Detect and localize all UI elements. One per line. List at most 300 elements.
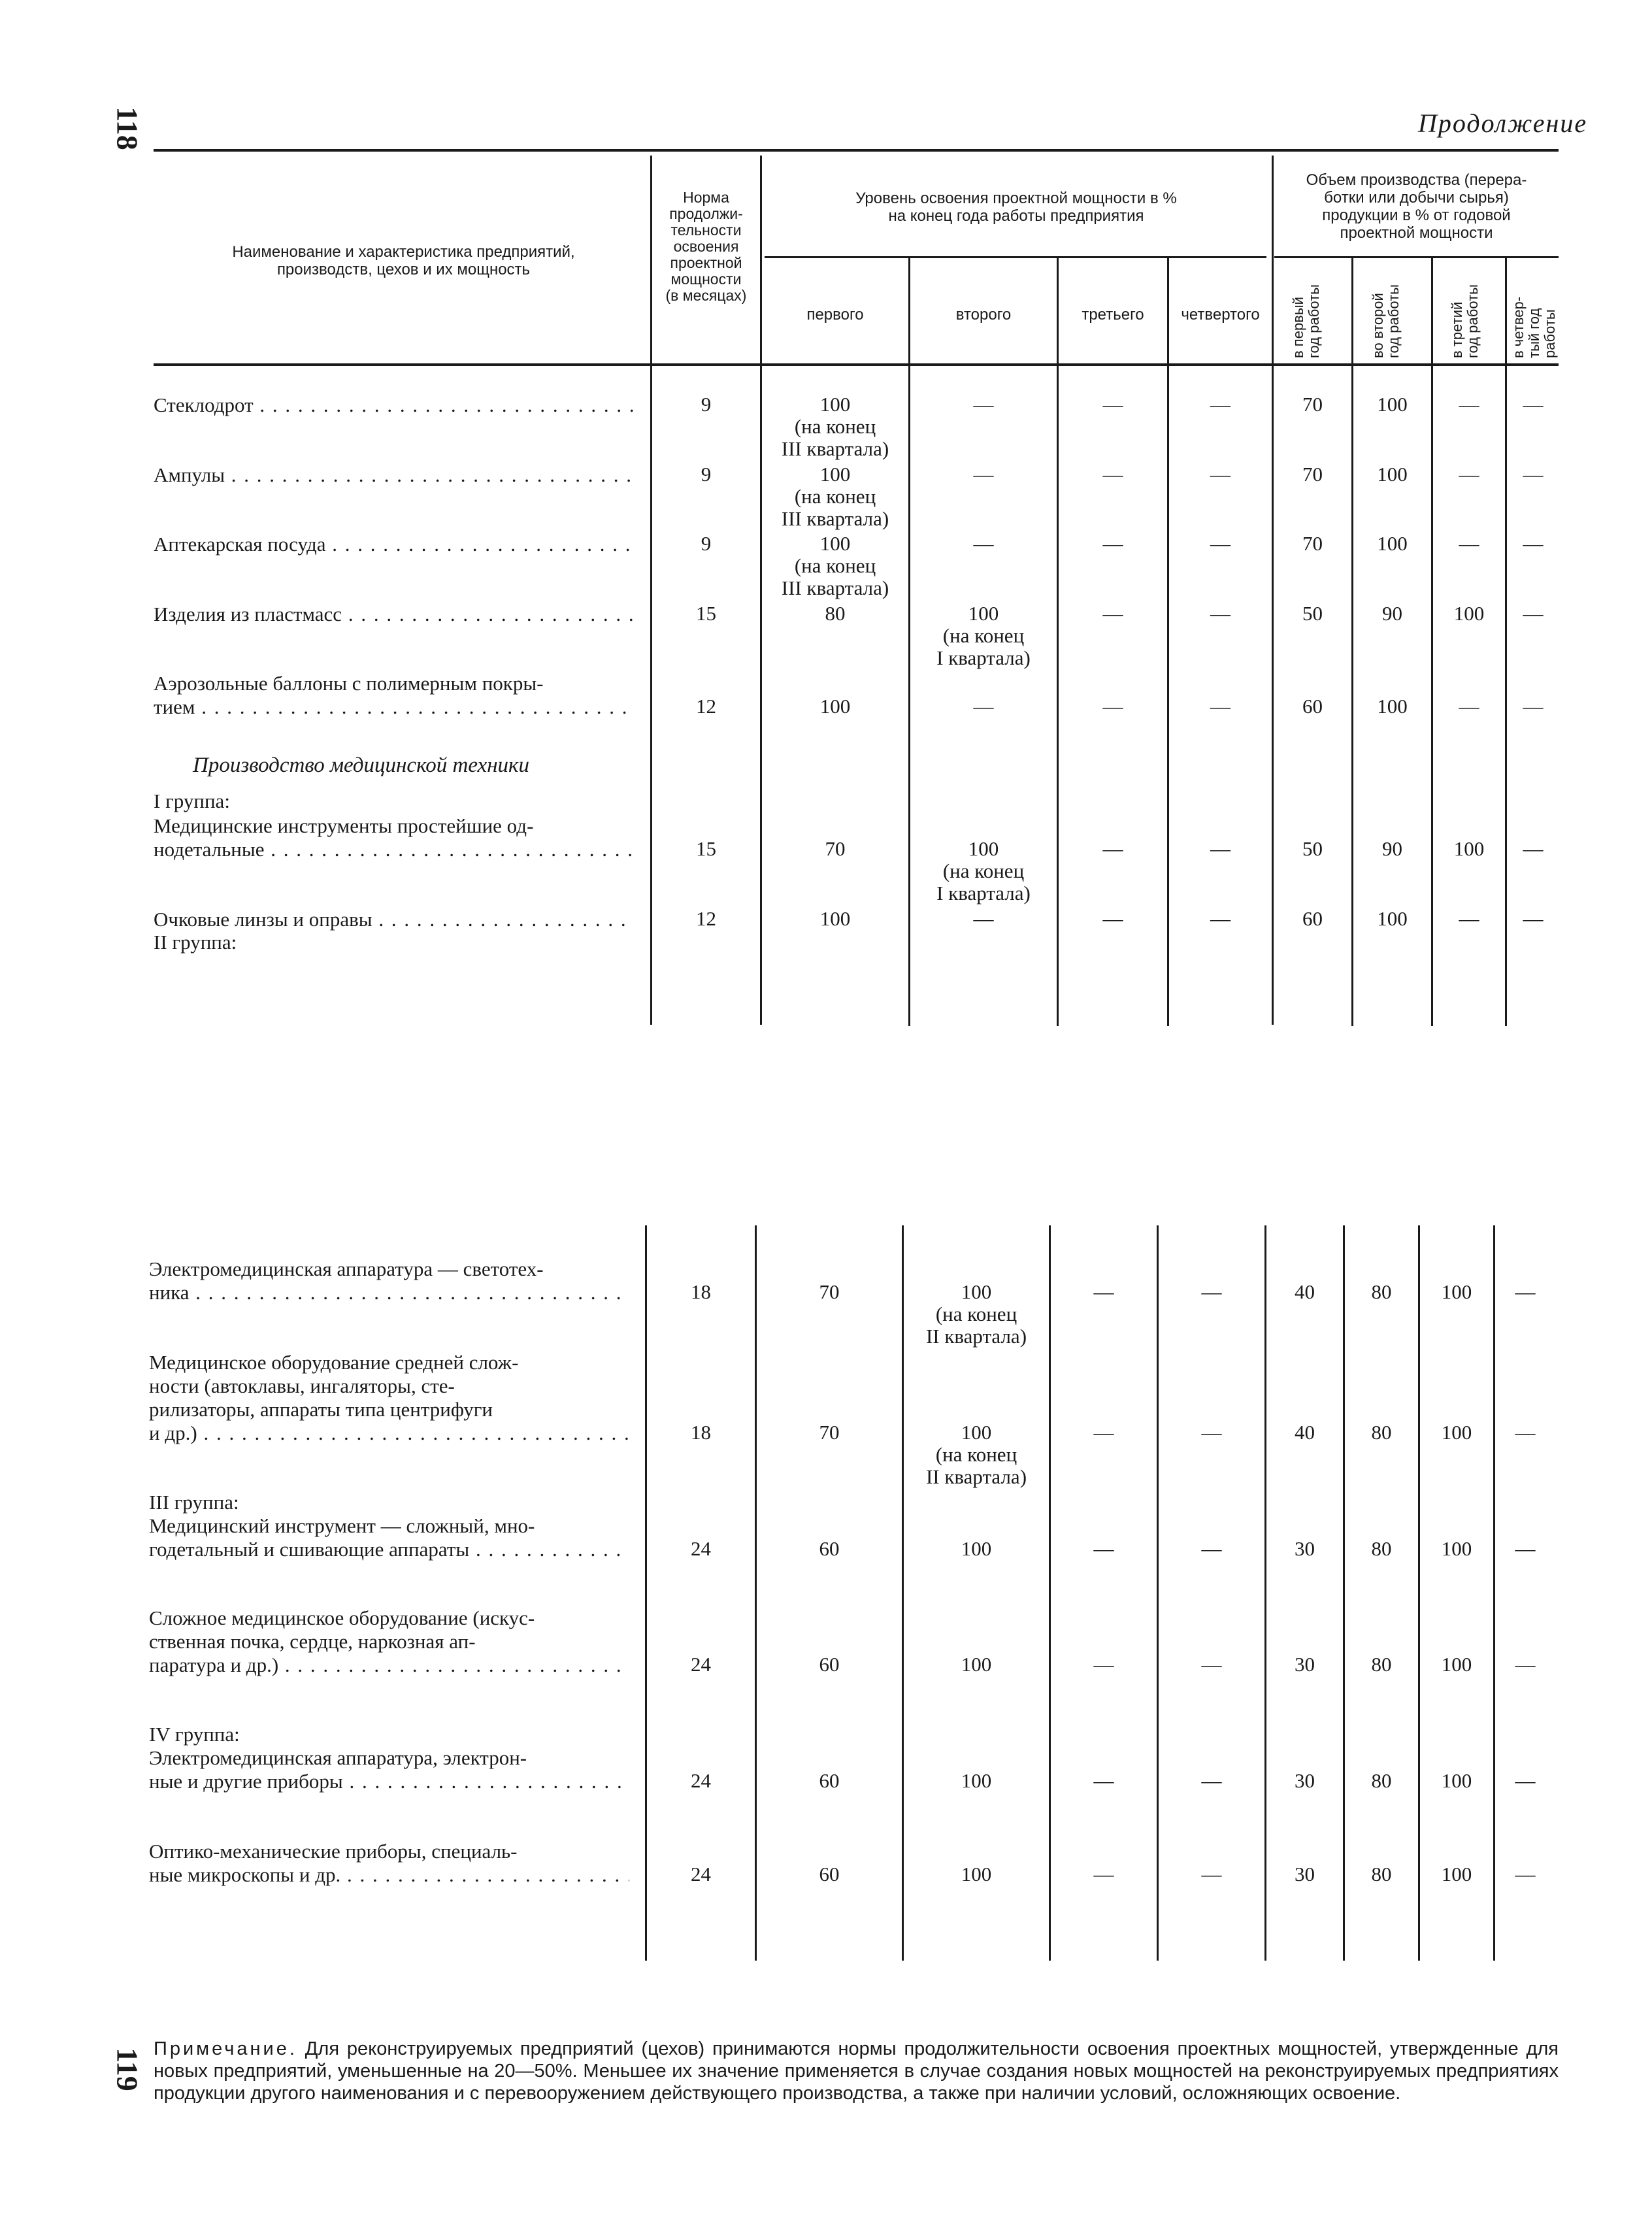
row-name-line: Электромедицинская аппаратура — светотех- [149,1257,544,1280]
cell-volume-3-line: — [1459,532,1479,555]
cell-level-2 [904,1281,1049,1348]
cell-volume-2-line: 90 [1382,837,1402,860]
cell-volume-3 [1420,1770,1493,1792]
cell-norm [652,838,760,860]
cell-volume-3 [1420,1538,1493,1560]
cell-level-1 [757,1538,902,1560]
cell-volume-1 [1266,1770,1343,1792]
cell-level-2 [904,1538,1049,1560]
cell-volume-1-line: 60 [1302,907,1323,930]
cell-level-3-line: — [1093,1421,1114,1444]
cell-level-2 [910,838,1057,905]
cell-level-3 [1059,603,1167,625]
header-bottom-rule [154,363,1559,366]
cell-volume-3 [1420,1653,1493,1676]
cell-level-3 [1059,393,1167,416]
cell-volume-4 [1507,603,1559,625]
cell-volume-1 [1266,1281,1343,1303]
cell-level-2-line: (на конец [942,624,1025,647]
cell-level-2-line: I квартала) [936,882,1031,905]
cell-level-3 [1051,1653,1157,1676]
cell-volume-2 [1345,1281,1418,1303]
cell-volume-4-line: — [1523,907,1544,930]
row-name-line: рилизаторы, аппараты типа центрифуги [149,1398,493,1421]
cell-level-2-line: — [973,695,994,718]
cell-volume-3-line: — [1459,393,1479,416]
cell-volume-4-line: — [1515,1653,1536,1676]
row-name-line: Стеклодрот . . . [154,393,634,417]
cell-volume-1 [1274,463,1351,486]
cell-volume-4-line: — [1515,1863,1536,1885]
cell-level-2 [910,393,1057,416]
row-name-line: Электромедицинская аппаратура, электрон- [149,1746,527,1769]
header-level-col-1: первого [806,306,864,324]
cell-volume-4-line: — [1523,837,1544,860]
cell-volume-3-line: — [1459,907,1479,930]
cell-volume-4 [1507,695,1559,718]
cell-level-3-line: — [1102,532,1123,555]
footnote-label: Примечание. [154,2038,297,2059]
row-name-line: Очковые линзы и оправы . . . [154,908,634,931]
cell-level-4 [1169,695,1272,718]
cell-level-1-line: 100 [819,907,851,930]
cell-level-2-line: (на конец [935,1303,1017,1325]
cell-level-1 [762,533,908,599]
top-rule [154,149,1559,152]
continuation-label: Продолжение [1418,108,1588,138]
cell-level-3 [1059,838,1167,860]
row-name [149,1723,629,1793]
cell-volume-1-line: 70 [1302,532,1323,555]
cell-volume-4-line: — [1515,1280,1536,1303]
cell-level-1-line: 60 [819,1537,840,1560]
cell-volume-2-line: 100 [1377,393,1408,416]
cell-level-4 [1159,1653,1264,1676]
cell-norm-line: 9 [701,532,712,555]
cell-level-1 [762,463,908,530]
col-line [755,1225,757,1961]
cell-level-1-line: III квартала) [781,507,889,530]
cell-level-4 [1159,1770,1264,1792]
cell-level-4 [1169,533,1272,555]
cell-level-4-line: — [1201,1863,1222,1885]
cell-volume-1-line: 60 [1302,695,1323,718]
cell-volume-4-line: — [1523,602,1544,625]
cell-volume-1-line: 50 [1302,602,1323,625]
col-line [1343,1225,1345,1961]
cell-level-2-line: 100 [961,1280,992,1303]
cell-norm [652,603,760,625]
level-subheader-rule [765,256,1266,258]
page-number-bottom: 119 [110,2048,144,2091]
row-name [149,1351,629,1445]
cell-volume-1-line: 30 [1295,1863,1315,1885]
cell-volume-4 [1495,1863,1555,1885]
footnote-text: Для реконструируемых предприятий (цехов) принимаются нормы продолжительности освоения проектных мощностей, утвержденные для новых предприятий, уменьшенные на 20—50%. Меньшее их значение применяется в случае создания новых мощностей на реконструируемых предприятиях продукции другого наименования и с перевооружением действующего производства, а также при наличии условий, осложняющих освоение. [154,2038,1559,2104]
cell-level-3-line: — [1093,1653,1114,1676]
row-name-line: ника . . . [149,1281,629,1304]
cell-level-2-line: — [973,532,994,555]
header-volume-col-4: в четвер- тый год работы [1510,296,1558,358]
cell-volume-2-line: 80 [1371,1280,1392,1303]
cell-volume-3 [1420,1421,1493,1444]
cell-level-2 [910,908,1057,930]
cell-level-2 [910,603,1057,669]
cell-level-1-line: 80 [825,602,846,625]
cell-level-1 [757,1770,902,1792]
cell-volume-2 [1353,533,1431,555]
col-line [1264,1225,1266,1961]
cell-volume-2 [1353,393,1431,416]
header-level-col-2: второго [955,306,1012,324]
cell-norm [652,695,760,718]
row-name [154,672,634,719]
cell-level-1-line: (на конец [794,415,876,438]
cell-level-1-line: 70 [825,837,846,860]
row-name-line: Ампулы . . . [154,463,634,487]
cell-volume-3-line: — [1459,695,1479,718]
cell-level-4 [1159,1863,1264,1885]
row-name-line: Медицинский инструмент — сложный, мно- [149,1514,535,1537]
cell-norm [647,1653,755,1676]
cell-level-3 [1059,533,1167,555]
row-name-line: паратура и др.) . . . [149,1653,629,1677]
cell-volume-1-line: 40 [1295,1421,1315,1444]
cell-volume-1-line: 30 [1295,1653,1315,1676]
cell-level-3-line: — [1102,837,1123,860]
cell-level-1 [762,838,908,860]
cell-norm-line: 12 [696,907,716,930]
cell-level-3 [1051,1281,1157,1303]
cell-volume-1-line: 70 [1302,393,1323,416]
header-norm: Норма продолжи- тельности освоения проектной мощности (в месяцах) [665,189,747,304]
cell-volume-1 [1274,533,1351,555]
cell-level-2 [904,1653,1049,1676]
cell-level-2 [910,463,1057,486]
cell-volume-1 [1274,393,1351,416]
cell-volume-4-line: — [1515,1537,1536,1560]
cell-volume-4 [1507,838,1559,860]
cell-level-4-line: — [1201,1280,1222,1303]
group2-label: II группа: [154,931,237,954]
footnote [154,2038,1559,2104]
cell-level-2 [910,533,1057,555]
cell-volume-2 [1345,1538,1418,1560]
row-name [154,908,634,931]
cell-volume-2 [1353,838,1431,860]
cell-level-4-line: — [1201,1537,1222,1560]
cell-norm [652,393,760,416]
cell-level-4-line: — [1210,695,1231,718]
cell-volume-1-line: 30 [1295,1537,1315,1560]
group1-label: I группа: [154,789,230,812]
header-volume-col-1: в первый год работы [1290,284,1322,358]
cell-volume-4 [1495,1281,1555,1303]
cell-level-1-line: (на конец [794,485,876,508]
cell-level-3-line: — [1102,393,1123,416]
col-line [1049,1225,1051,1961]
med-section-heading: Производство медицинской техники [193,754,529,777]
cell-volume-2-line: 80 [1371,1769,1392,1792]
cell-volume-4 [1495,1770,1555,1792]
row-name [154,533,634,556]
cell-level-4-line: — [1201,1421,1222,1444]
cell-level-1-line: III квартала) [781,437,889,460]
cell-volume-2-line: 100 [1377,463,1408,486]
cell-level-3-line: — [1093,1863,1114,1885]
cell-level-3-line: — [1093,1537,1114,1560]
row-name-line: нодетальные . . . [154,838,634,861]
header-level-col-4: четвертого [1181,306,1260,324]
cell-volume-3-line: 100 [1441,1280,1472,1303]
cell-norm-line: 24 [691,1537,711,1560]
row-name-line: Аптекарская посуда . . . [154,533,634,556]
cell-volume-1-line: 50 [1302,837,1323,860]
cell-level-2-line: 100 [961,1421,992,1444]
cell-level-1 [757,1281,902,1303]
cell-norm-line: 15 [696,602,716,625]
cell-level-2 [904,1863,1049,1885]
cell-level-3-line: — [1093,1280,1114,1303]
cell-norm [647,1281,755,1303]
cell-level-1 [762,393,908,460]
cell-volume-1 [1266,1421,1343,1444]
cell-volume-4 [1495,1653,1555,1676]
cell-norm-line: 24 [691,1863,711,1885]
cell-level-2-line: — [973,393,994,416]
cell-norm [652,533,760,555]
cell-level-2-line: 100 [968,837,999,860]
cell-level-4-line: — [1201,1653,1222,1676]
cell-volume-3-line: 100 [1441,1421,1472,1444]
volume-subheader-rule [1274,256,1559,258]
cell-volume-3-line: 100 [1453,602,1485,625]
row-name [154,393,634,417]
cell-level-3 [1051,1421,1157,1444]
cell-volume-1 [1274,838,1351,860]
cell-volume-2 [1353,603,1431,625]
header-level-col-3: третьего [1082,306,1144,324]
cell-level-2 [904,1770,1049,1792]
cell-volume-4 [1507,533,1559,555]
cell-volume-2-line: 100 [1377,695,1408,718]
cell-level-4-line: — [1210,463,1231,486]
row-name-line: тием . . . [154,695,634,719]
cell-volume-2-line: 80 [1371,1863,1392,1885]
cell-volume-3 [1433,838,1505,860]
cell-level-3-line: — [1102,463,1123,486]
cell-volume-1-line: 40 [1295,1280,1315,1303]
header-name: Наименование и характеристика предприятий, производств, цехов и их мощность [232,243,575,278]
cell-volume-2-line: 80 [1371,1537,1392,1560]
cell-volume-1 [1266,1653,1343,1676]
cell-volume-3-line: — [1459,463,1479,486]
cell-level-1 [762,603,908,625]
cell-level-1-line: 70 [819,1280,840,1303]
cell-level-4 [1169,393,1272,416]
cell-level-3 [1059,463,1167,486]
cell-norm-line: 12 [696,695,716,718]
cell-norm-line: 18 [691,1280,711,1303]
cell-norm [647,1421,755,1444]
cell-level-1 [757,1863,902,1885]
cell-volume-3-line: 100 [1441,1863,1472,1885]
cell-level-2-line: 100 [961,1653,992,1676]
col-line [1418,1225,1420,1961]
cell-volume-2 [1353,695,1431,718]
cell-level-4-line: — [1210,393,1231,416]
row-name-line: ные микроскопы и др. . . . [149,1863,629,1887]
header-volume-col-3: в третий год работы [1449,284,1481,358]
cell-level-4-line: — [1210,907,1231,930]
cell-norm-line: 9 [701,463,712,486]
cell-level-3-line: — [1102,907,1123,930]
cell-level-2-line: 100 [961,1537,992,1560]
cell-level-1-line: 60 [819,1769,840,1792]
cell-level-4-line: — [1210,532,1231,555]
cell-level-4 [1159,1538,1264,1560]
cell-level-1-line: 60 [819,1863,840,1885]
cell-volume-1-line: 30 [1295,1769,1315,1792]
cell-level-4 [1169,463,1272,486]
cell-level-4-line: — [1210,602,1231,625]
cell-level-1-line: 100 [819,393,851,416]
cell-level-4 [1159,1421,1264,1444]
cell-level-3-line: — [1093,1769,1114,1792]
cell-level-2 [904,1421,1049,1488]
cell-norm [647,1863,755,1885]
cell-level-1-line: 100 [819,532,851,555]
cell-volume-4-line: — [1523,695,1544,718]
cell-level-3 [1059,908,1167,930]
cell-level-2 [910,695,1057,718]
cell-volume-2 [1345,1863,1418,1885]
row-name-line: и др.) . . . [149,1421,629,1445]
cell-volume-3 [1433,533,1505,555]
cell-volume-4-line: — [1515,1421,1536,1444]
cell-level-4-line: — [1201,1769,1222,1792]
cell-volume-2 [1345,1421,1418,1444]
cell-level-1-line: 100 [819,695,851,718]
row-name-line: Сложное медицинское оборудование (искус- [149,1606,535,1629]
row-name [154,603,634,626]
row-name-line: IV группа: [149,1723,240,1746]
row-name-line: Изделия из пластмасс . . . [154,603,634,626]
cell-level-1 [757,1421,902,1444]
cell-level-1 [757,1653,902,1676]
cell-volume-1 [1274,695,1351,718]
cell-level-1-line: 60 [819,1653,840,1676]
cell-norm [652,463,760,486]
cell-volume-3 [1433,393,1505,416]
row-name [154,814,634,861]
cell-volume-1 [1266,1863,1343,1885]
cell-norm [647,1770,755,1792]
cell-level-3 [1059,695,1167,718]
cell-level-1-line: III квартала) [781,576,889,599]
row-name-line: Оптико-механические приборы, специаль- [149,1840,518,1863]
cell-norm-line: 18 [691,1421,711,1444]
cell-volume-4-line: — [1515,1769,1536,1792]
cell-volume-4-line: — [1523,532,1544,555]
cell-level-3-line: — [1102,695,1123,718]
row-name-line: ные и другие приборы . . . [149,1770,629,1793]
page-number-top: 118 [110,107,144,150]
col-line [1272,156,1274,1025]
cell-norm-line: 9 [701,393,712,416]
cell-volume-2 [1353,908,1431,930]
col-line [1157,1225,1159,1961]
row-name-line: Аэрозольные баллоны с полимерным покры- [154,672,544,695]
row-name-line: III группа: [149,1491,239,1514]
cell-level-2-line: — [973,463,994,486]
cell-level-2-line: II квартала) [925,1325,1027,1348]
cell-level-4 [1159,1281,1264,1303]
cell-volume-2-line: 80 [1371,1653,1392,1676]
cell-volume-3 [1433,908,1505,930]
cell-level-1-line: 70 [819,1421,840,1444]
cell-volume-3 [1433,695,1505,718]
cell-volume-4-line: — [1523,463,1544,486]
cell-volume-3 [1420,1281,1493,1303]
cell-level-4 [1169,838,1272,860]
cell-volume-1 [1274,603,1351,625]
cell-volume-2-line: 80 [1371,1421,1392,1444]
cell-norm-line: 24 [691,1769,711,1792]
cell-level-2-line: II квартала) [925,1465,1027,1488]
cell-volume-2 [1353,463,1431,486]
row-name [154,463,634,487]
cell-volume-3-line: 100 [1441,1769,1472,1792]
row-name-line: Медицинское оборудование средней слож- [149,1351,519,1374]
cell-level-3-line: — [1102,602,1123,625]
cell-level-4 [1169,603,1272,625]
cell-volume-1-line: 70 [1302,463,1323,486]
cell-volume-3-line: 100 [1441,1653,1472,1676]
cell-level-1-line: 100 [819,463,851,486]
cell-volume-4-line: — [1523,393,1544,416]
cell-volume-3 [1433,463,1505,486]
header-level-group: Уровень освоения проектной мощности в % на конец года работы предприятия [855,190,1177,225]
cell-level-2-line: — [973,907,994,930]
header-volume-group: Объем производства (перера- ботки или добычи сырья) продукции в % от годовой проектной мощности [1306,171,1527,242]
cell-volume-4 [1507,908,1559,930]
cell-volume-3 [1433,603,1505,625]
cell-norm-line: 24 [691,1653,711,1676]
cell-volume-2-line: 90 [1382,602,1402,625]
cell-volume-1 [1266,1538,1343,1560]
cell-level-2-line: (на конец [935,1443,1017,1466]
cell-level-3 [1051,1863,1157,1885]
cell-volume-2 [1345,1653,1418,1676]
cell-level-2-line: 100 [961,1863,992,1885]
header-volume-col-2: во второй год работы [1370,284,1402,358]
cell-level-3 [1051,1538,1157,1560]
cell-volume-4 [1507,463,1559,486]
cell-volume-4 [1495,1538,1555,1560]
cell-volume-4 [1495,1421,1555,1444]
cell-volume-3-line: 100 [1441,1537,1472,1560]
row-name-line: ственная почка, сердце, наркозная ап- [149,1630,476,1653]
col-line [1493,1225,1495,1961]
cell-level-1 [762,695,908,718]
cell-norm [652,908,760,930]
cell-level-2-line: 100 [968,602,999,625]
cell-volume-2-line: 100 [1377,532,1408,555]
row-name [149,1257,629,1304]
cell-volume-2-line: 100 [1377,907,1408,930]
row-name [149,1840,629,1887]
